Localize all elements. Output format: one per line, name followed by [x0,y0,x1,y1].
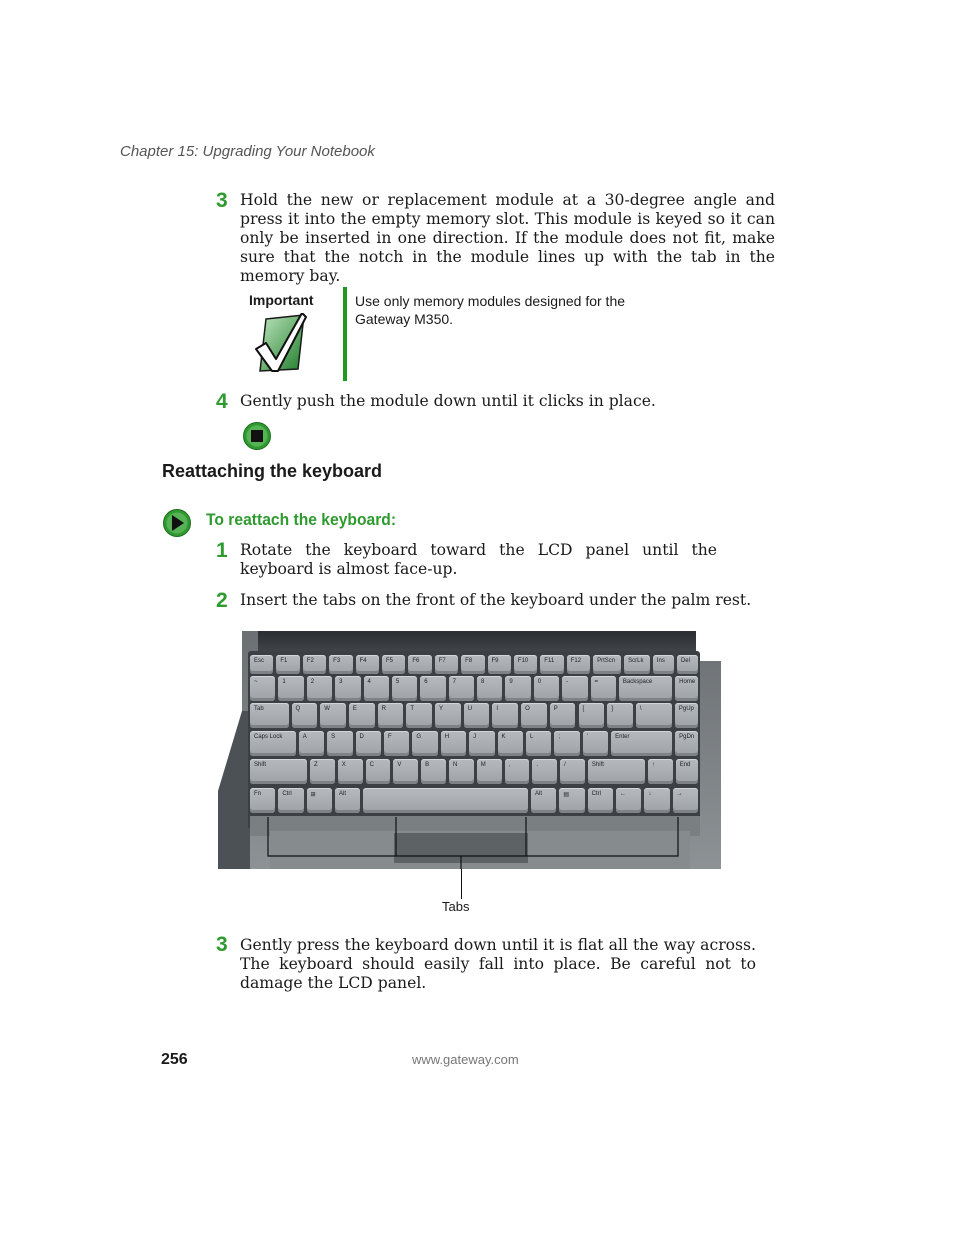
keyboard-key-label: Fn [254,791,262,797]
keyboard-key-label: . [536,762,538,768]
keyboard-key-label: M [480,762,486,768]
keyboard-key-label: F2 [306,658,314,664]
step-text: Gently push the module down until it clicks in place. [240,392,656,410]
keyboard-key-label: D [359,734,364,740]
keyboard-key-label: ScrLk [628,658,644,664]
keyboard-key-label: T [410,706,414,712]
step-number: 4 [216,390,228,413]
keyboard-key-label: F11 [544,658,555,664]
important-text: Use only memory modules designed for the Gateway M350. [355,293,626,327]
keyboard-key-label: ~ [254,679,258,685]
stop-icon [242,421,272,451]
keyboard-key-label: Alt [339,791,347,797]
page-number: 256 [161,1051,188,1068]
keyboard-key-label: F12 [570,658,582,664]
keyboard-key-label: PrtScn [597,658,616,664]
keyboard-key-label: C [369,762,374,768]
keyboard-key-label: Enter [615,734,630,740]
keyboard-key-label: Caps Lock [254,734,283,740]
keyboard-key-label: 1 [282,679,286,685]
keyboard-key-label: Ctrl [282,791,292,797]
keyboard-key-label: K [501,734,506,740]
keyboard-key-label: S [331,734,336,740]
keyboard-key-label: O [525,706,530,712]
keyboard-key-label: PgDn [679,734,695,740]
keyboard-key-label: F3 [333,658,341,664]
keyboard-key-label: Shift [591,762,604,768]
keyboard-key-label: Z [314,762,318,768]
keyboard-key-label: F4 [359,658,367,664]
keyboard-key-label: Home [679,679,696,685]
keyboard-figure [218,631,721,869]
keyboard-key-label: , [508,762,511,768]
keyboard-key-label: ▤ [563,792,569,798]
footer-url: www.gateway.com [412,1052,519,1067]
keyboard-key-label: H [444,734,450,740]
keyboard-key-label: Del [680,658,690,664]
keyboard-key-label: - [566,679,569,685]
keyboard-key-label: \ [639,706,642,712]
keyboard-key-label: Alt [535,791,543,797]
keyboard-key-label: I [496,706,499,712]
step-number: 3 [216,189,228,212]
keyboard-key-label: L [529,734,534,740]
keyboard-key-label: N [452,762,458,768]
keyboard-key-label: F8 [465,658,473,664]
procedure-title: To reattach the keyboard: [206,510,397,529]
step-text: Insert the tabs on the front of the keyboard under the palm rest. [240,591,752,609]
keyboard-key-label: F5 [385,658,393,664]
keyboard-key-label: F [387,734,392,740]
keyboard-key-label: Y [439,706,444,712]
keyboard-key-label: Q [295,706,301,712]
keyboard-key-label: V [397,762,402,768]
keyboard-key-label: F6 [412,658,420,664]
keyboard-key-label: PgUp [678,706,694,712]
keyboard-key-label: → [676,791,683,797]
keyboard-key-label: Ctrl [591,791,601,797]
keyboard-key-label: End [679,762,691,768]
keyboard-key-label: E [352,706,357,712]
keyboard-key-label: F7 [438,658,446,664]
keyboard-key-label: 6 [424,679,428,685]
keyboard-key-label: = [594,679,599,685]
keyboard-key-label: 7 [452,679,456,685]
keyboard-key-label: G [416,734,421,740]
keyboard-key-label: 5 [395,679,400,685]
keyboard-key-label: R [381,706,386,712]
important-divider [343,287,347,381]
section-title: Reattaching the keyboard [162,461,383,481]
keyboard-key-label: Shift [254,762,267,768]
keyboard-key-label: Tab [254,706,264,712]
keyboard-key-label: 3 [339,679,343,685]
callout-line [461,869,462,899]
keyboard-key-label: F9 [491,658,499,664]
figure-caption-tabs: Tabs [442,899,470,914]
keyboard-key-label: ↓ [648,791,652,797]
keyboard-key-label: 9 [509,679,513,685]
keyboard-key-label: 8 [481,679,485,685]
keyboard-key-label: 2 [310,679,315,685]
important-label: Important [249,292,314,308]
keyboard-key-label: W [324,706,330,712]
step-number: 1 [216,539,228,562]
keyboard-key-label: ↑ [651,762,655,768]
step-text: Gently press the keyboard down until it is flat all the way across. The keyboard should easily fall into place. Be careful not to damage the LCD panel. [240,936,756,992]
checkmark-icon [252,313,308,373]
keyboard-key-label: Esc [254,658,265,664]
step-number: 3 [216,933,228,956]
keyboard-key-label: F1 [280,658,288,664]
running-header: Chapter 15: Upgrading Your Notebook [120,143,375,160]
keyboard-key-label: ] [611,706,613,712]
keyboard-key-label: 0 [537,679,542,685]
keyboard-key-label: B [425,762,430,768]
keyboard-key-label: A [302,734,307,740]
keyboard-key-label: J [473,734,477,740]
keyboard-key-label: ' [586,734,588,740]
keyboard-key-label: / [564,762,566,768]
keyboard-key-label: ← [620,791,626,797]
keyboard-key-label: Backspace [622,679,653,685]
keyboard-key-label: U [467,706,473,712]
keyboard-key-label: X [341,762,346,768]
keyboard-key-label: ⊞ [310,792,316,798]
keyboard-key-label: 4 [367,679,371,685]
play-arrow-icon [162,508,192,538]
step-number: 2 [216,589,228,612]
keyboard-key-label: P [553,706,558,712]
keyboard-key-label: [ [582,706,585,712]
step-text: Rotate the keyboard toward the LCD panel until the keyboard is almost face-up. [240,541,717,578]
keyboard-key-label: F10 [517,658,529,664]
step-text: Hold the new or replacement module at a 30-degree angle and press it into the empty memory slot. This module is keyed so it can only be inserted in one direction. If the module does not fit, make sure that the notch in the module lines up with the tab in the memory bay. [240,191,775,285]
keyboard-key-label: ; [558,734,561,740]
keyboard-key-label: Ins [656,658,665,664]
